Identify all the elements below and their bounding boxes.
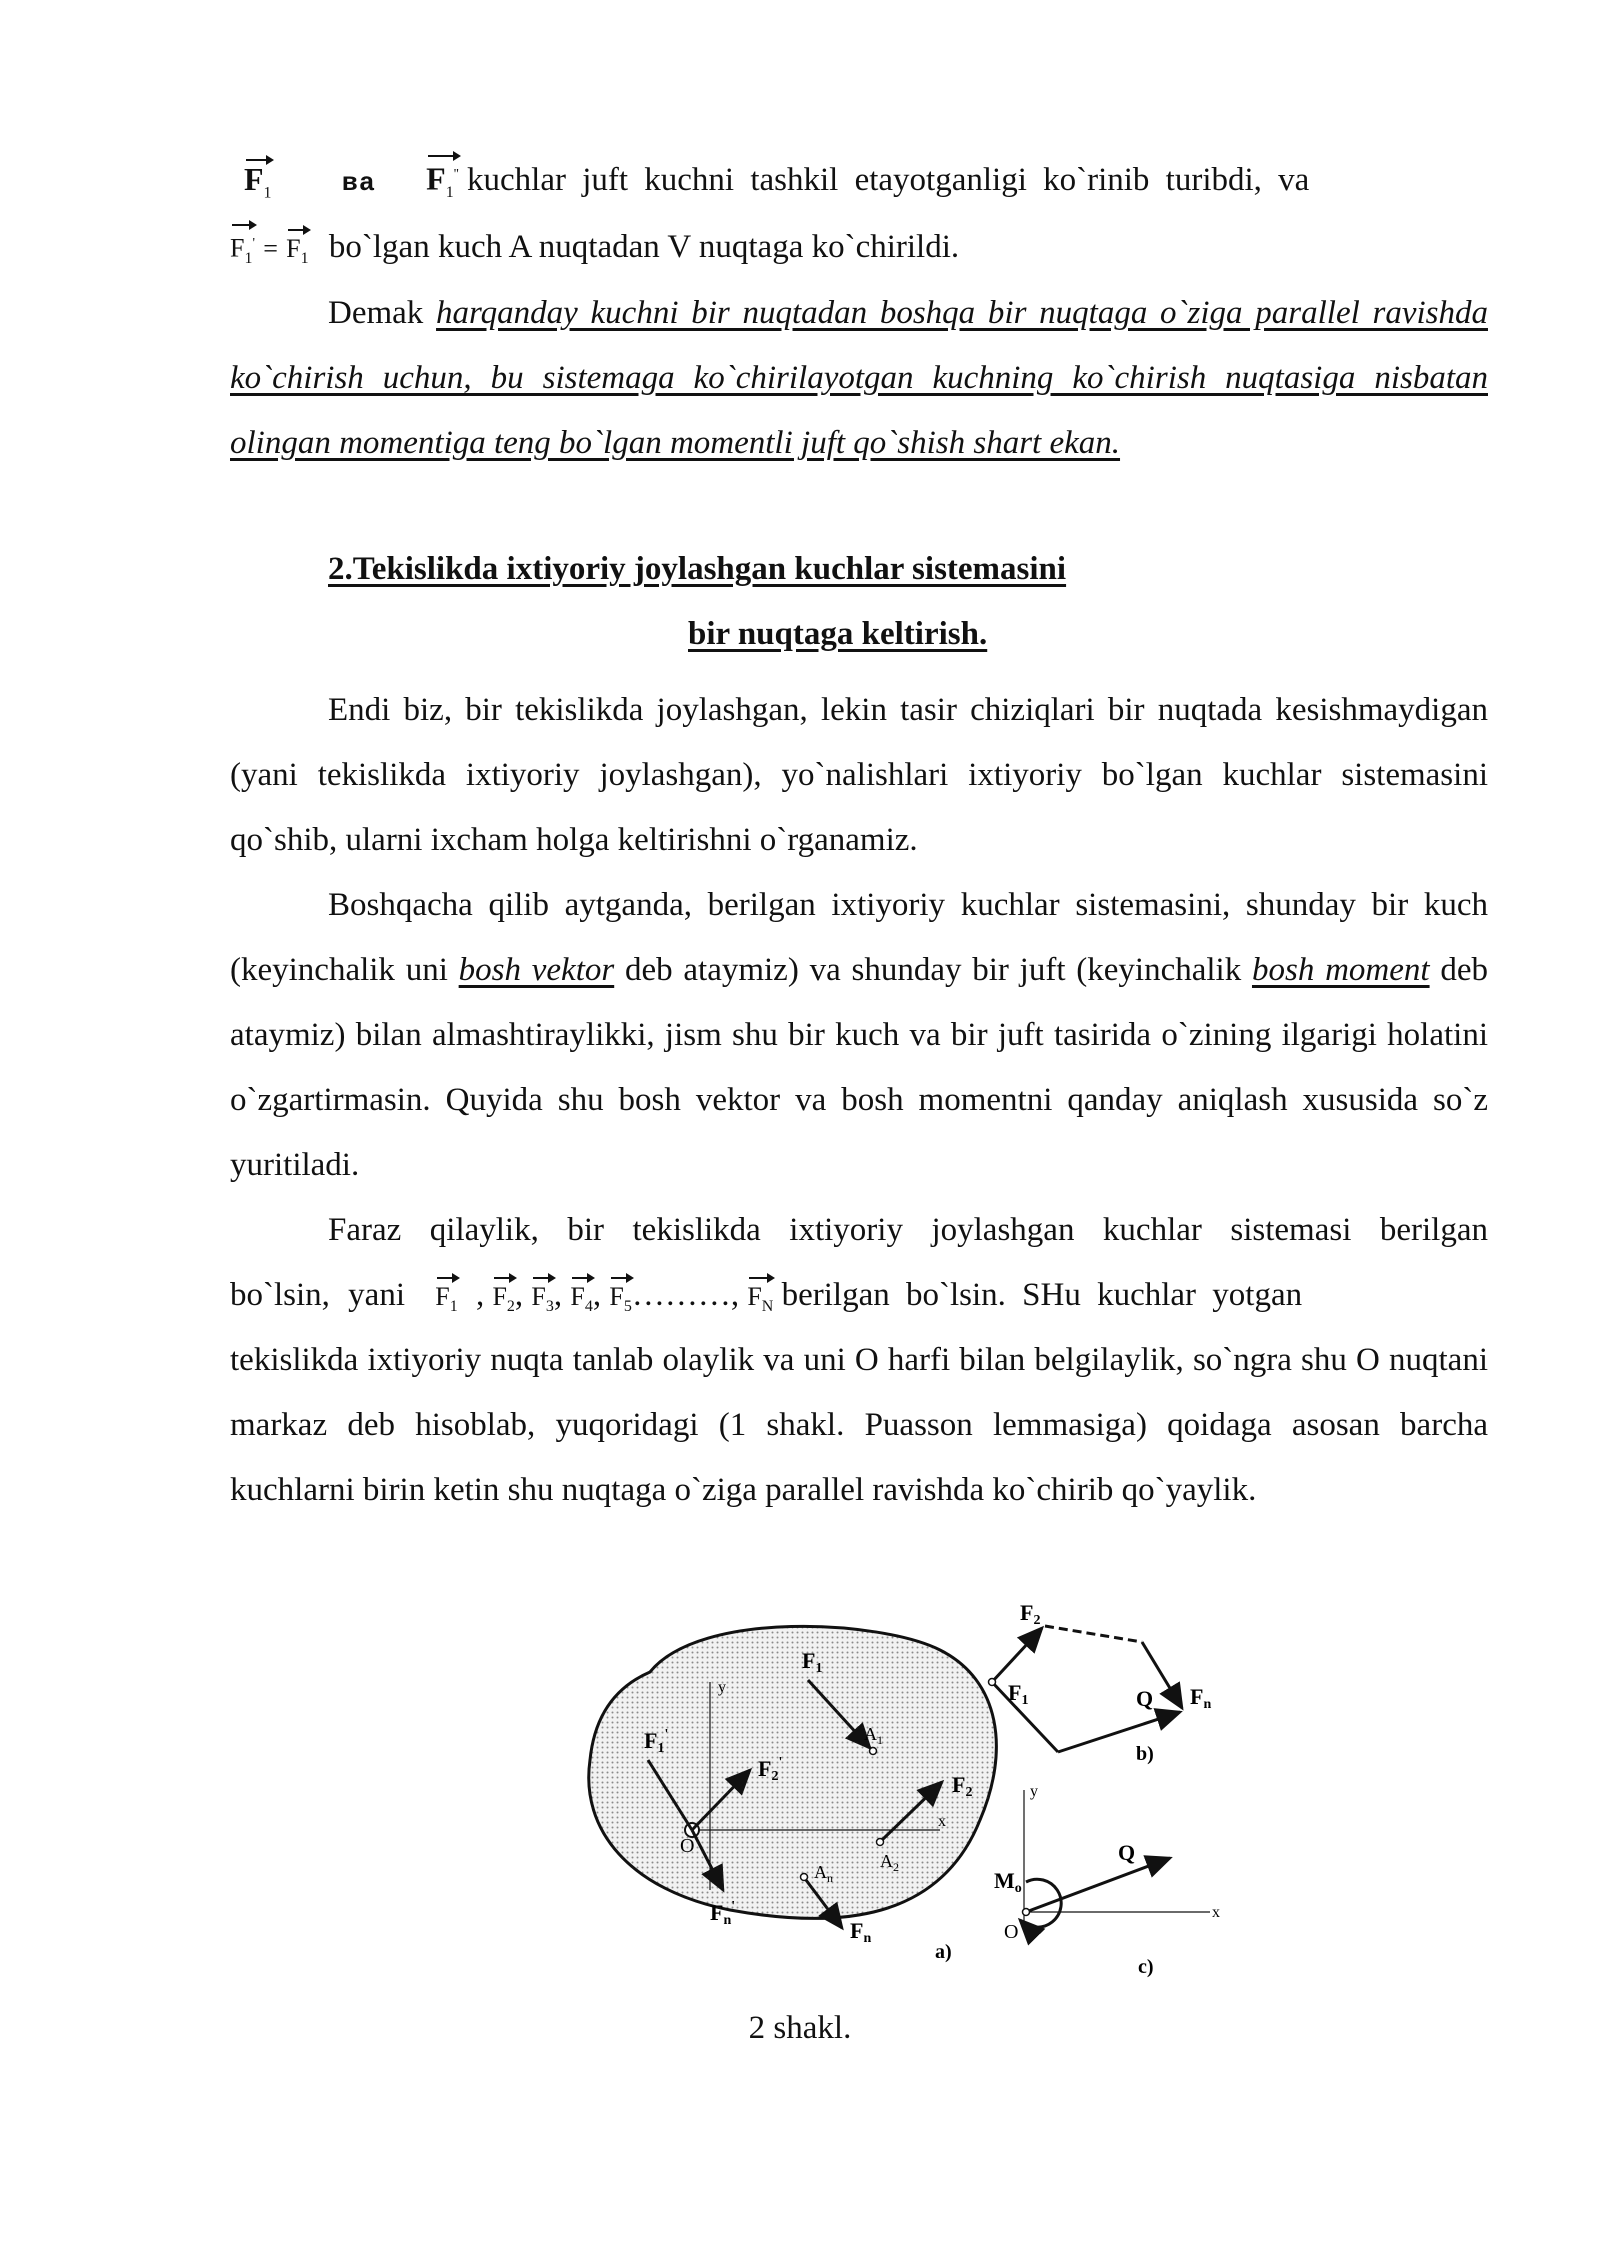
label-fn-b	[1190, 1684, 1211, 1712]
vector-fn-list	[747, 1281, 773, 1323]
origin-o-c	[1023, 1909, 1030, 1916]
vector-f1-base: F	[244, 161, 264, 197]
label-f2p-base: F	[758, 1756, 772, 1781]
vector-f1pp-sup: ''	[453, 167, 459, 183]
comma-3: ,	[553, 1277, 563, 1313]
label-fnp-sup: '	[731, 1899, 736, 1914]
term-bosh-moment: bosh moment	[1251, 952, 1430, 988]
panel-c-label: c)	[1138, 1956, 1154, 1978]
label-q-c: Q	[1118, 1840, 1136, 1865]
line-2-text: bo`lgan kuch A nuqtadan V nuqtaga ko`chirildi.	[328, 229, 960, 265]
label-an-base: A	[814, 1862, 827, 1882]
label-f1-a-base: F	[802, 1648, 816, 1673]
point-a2	[877, 1839, 884, 1846]
label-f1-a-sub: 1	[815, 1661, 823, 1676]
label-fn-a	[850, 1918, 871, 1946]
label-f2-a-sub: 2	[965, 1785, 973, 1800]
label-fn-prime	[710, 1899, 735, 1928]
section-heading-line-2: bir nuqtaga keltirish.	[688, 616, 988, 652]
polygon-f2-dashed	[1045, 1626, 1142, 1642]
polygon-f1	[992, 1628, 1042, 1682]
ellipsis: ………	[631, 1277, 731, 1313]
origin-label-a: O	[680, 1835, 695, 1857]
vector-f1pp-sub: 1	[445, 184, 454, 202]
label-f1p-sup: '	[664, 1727, 669, 1742]
term-bosh-vektor: bosh vektor	[458, 952, 615, 988]
label-f2-b-base: F	[1020, 1600, 1034, 1625]
f2-base: F	[492, 1282, 507, 1311]
section-heading-line-1: 2.Tekislikda ixtiyoriy joylashgan kuchlar sistemasini	[328, 551, 1067, 587]
fn-base: F	[747, 1282, 762, 1311]
vector-f1-right	[286, 233, 308, 275]
axis-x-label-a: x	[938, 1813, 946, 1830]
label-f1p-base: F	[644, 1728, 658, 1753]
eq-left-base: F	[230, 234, 245, 263]
faraz-lead: bo`lsin, yani	[230, 1277, 424, 1313]
paragraph-boshqacha	[230, 873, 1488, 1198]
label-mo-base: M	[994, 1868, 1015, 1893]
panel-b-label: b)	[1136, 1743, 1154, 1765]
f5-sub: 5	[623, 1298, 632, 1316]
comma-5: ,	[730, 1277, 740, 1313]
faraz-line-2	[230, 1263, 1488, 1328]
vector-f1-sub: 1	[263, 184, 272, 202]
faraz-line-1: Faraz qilaylik, bir tekislikda ixtiyoriy joylashgan kuchlar sistemasi berilgan	[328, 1212, 1488, 1248]
axis-x-label-c: x	[1212, 1904, 1220, 1921]
line-1-text: kuchlar juft kuchni tashkil etayotganligi ko`rinib turibdi, va	[467, 162, 1310, 198]
vector-f1-prime	[230, 228, 255, 275]
eq-left-sub: 1	[244, 250, 253, 268]
comma-4: ,	[592, 1277, 602, 1313]
figure-caption: 2 shakl.	[748, 2010, 852, 2046]
paragraph-endi: Endi biz, bir tekislikda joylashgan, lekin tasir chiziqlari bir nuqtada kesishmaydigan (yani tekislikda ixtiyoriy joylashgan), yo`nalishlari ixtiyoriy bo`lgan kuchlar sistemasini qo`shib, ularni ixcham holga keltirishni o`rganamiz.	[230, 692, 1488, 858]
polygon-start-point	[989, 1679, 996, 1686]
label-a2-base: A	[880, 1851, 893, 1871]
label-fnp-base: F	[710, 1900, 724, 1925]
label-fn-a-base: F	[850, 1918, 864, 1943]
f3-base: F	[531, 1282, 546, 1311]
f4-sub: 4	[584, 1298, 593, 1316]
label-f1-b-base: F	[1008, 1680, 1022, 1705]
paragraph-demak	[230, 281, 1488, 476]
label-fn-b-base: F	[1190, 1684, 1204, 1709]
f1-sub: 1	[449, 1298, 458, 1316]
axis-y-label-c: y	[1030, 1783, 1038, 1800]
figure-2	[580, 1590, 1260, 1990]
comma-1: ,	[475, 1277, 485, 1313]
f2-sub: 2	[506, 1298, 515, 1316]
label-f1-b-sub: 1	[1021, 1693, 1029, 1708]
f3-sub: 3	[545, 1298, 554, 1316]
boshqacha-a: Boshqacha qilib aytganda, berilgan ixtiyoriy kuchlar sistemasini, shunday bir kuch (keyinchalik uni	[230, 887, 1488, 988]
label-fnp-sub: n	[723, 1913, 732, 1928]
label-an-sub: n	[827, 1871, 833, 1885]
origin-label-c: O	[1004, 1921, 1019, 1943]
f1-base: F	[435, 1282, 450, 1311]
demak-underlined: harqanday kuchni bir nuqtadan boshqa bir nuqtaga o`ziga parallel ravishda ko`chirish uchun, bu sistemaga ko`chirilayotgan kuchning ko`chirish nuqtasiga nisbatan olingan momentiga teng bo`lgan momentli juft qo`shish shart ekan.	[230, 295, 1488, 461]
point-an	[801, 1874, 808, 1881]
resultant-q-c	[1026, 1858, 1170, 1912]
demak-lead: Demak	[328, 295, 437, 331]
body-region	[589, 1626, 997, 1918]
equals-sign: =	[263, 234, 278, 263]
faraz-rest: tekislikda ixtiyoriy nuqta tanlab olaylik va uni O harfi bilan belgilaylik, so`ngra shu O nuqtani markaz deb hisoblab, yuqoridagi (1 shakl. Puasson lemmasiga) qoidaga asosan barcha kuchlarni birin ketin shu nuqtaga o`ziga parallel ravishda ko`chirib qo`yaylik.	[230, 1342, 1488, 1508]
boshqacha-c: deb ataymiz) va shunday bir juft (keyinchalik	[614, 952, 1252, 988]
vector-f3-list	[531, 1281, 553, 1323]
label-fn-a-sub: n	[863, 1931, 872, 1946]
label-f2p-sup: '	[778, 1755, 783, 1770]
label-a2-sub: 2	[893, 1860, 899, 1874]
label-q-b: Q	[1136, 1686, 1154, 1711]
label-a1-sub: 1	[877, 1733, 883, 1747]
resultant-q-b-2	[1058, 1712, 1180, 1752]
label-f2-a-base: F	[952, 1772, 966, 1797]
line-1	[230, 148, 1488, 214]
fn-sub: N	[761, 1298, 774, 1316]
boshqacha-e: deb ataymiz) bilan almashtiraylikki, jism shu bir kuch va bir juft tasirida o`zining ilgarigi holatini o`zgartirmasin. Quyida shu bosh vektor va bosh momentni qanday aniqlash xususida so`z yuritiladi.	[230, 952, 1488, 1183]
point-a1	[870, 1748, 877, 1755]
f5-base: F	[609, 1282, 624, 1311]
figure-panel-c	[994, 1783, 1220, 1978]
vector-f1-list	[435, 1281, 457, 1323]
label-f2-b	[1020, 1600, 1040, 1628]
vector-f2-list	[492, 1281, 514, 1323]
vector-f1-double-prime	[426, 159, 459, 209]
vector-f5-list	[609, 1281, 631, 1323]
f4-base: F	[570, 1282, 585, 1311]
label-f1p-sub: 1	[657, 1741, 665, 1756]
eq-right-sub: 1	[300, 250, 309, 268]
vector-f4-list	[570, 1281, 592, 1323]
label-f2p-sub: 2	[771, 1769, 779, 1784]
label-f2-b-sub: 2	[1033, 1613, 1041, 1628]
moment-arc-mo	[1020, 1879, 1061, 1927]
label-mo-sub: o	[1014, 1881, 1022, 1896]
label-fn-b-sub: n	[1203, 1697, 1212, 1712]
word-ba: ва	[341, 166, 376, 196]
line-2	[230, 215, 1488, 281]
eq-right-base: F	[286, 234, 301, 263]
figure-panel-a	[589, 1626, 997, 1963]
faraz-tail: berilgan bo`lsin. SHu kuchlar yotgan	[781, 1277, 1303, 1313]
vector-f1	[244, 163, 272, 209]
label-mo	[994, 1868, 1022, 1896]
vector-f1pp-base: F	[426, 161, 446, 197]
figure-panel-b	[989, 1600, 1212, 1765]
comma-2: ,	[514, 1277, 524, 1313]
label-f1-b	[1008, 1680, 1028, 1708]
axis-y-label-a: y	[718, 1679, 726, 1696]
label-a1-base: A	[864, 1724, 877, 1744]
panel-a-label: a)	[935, 1941, 952, 1963]
eq-left-sup: '	[252, 236, 255, 252]
